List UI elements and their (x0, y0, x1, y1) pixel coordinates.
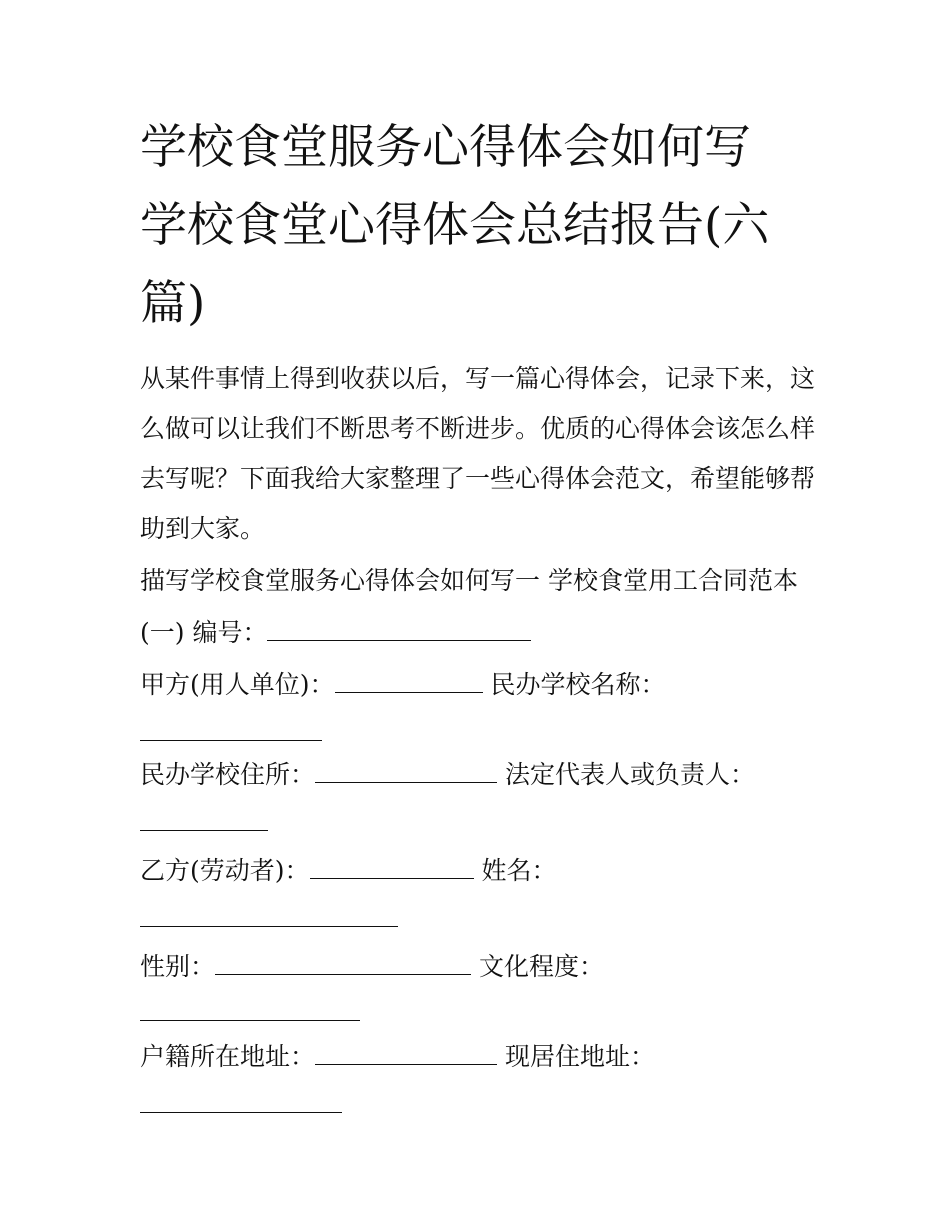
gender-blank (215, 954, 471, 975)
intro-line-1: 从某件事情上得到收获以后，写一篇心得体会，记录下来，这 (140, 364, 816, 393)
education-blank (140, 1000, 360, 1021)
legal-rep-continued (140, 806, 820, 840)
residence-label: 现居住地址： (504, 1042, 655, 1071)
party-b-blank (310, 858, 474, 879)
education-continued (140, 996, 820, 1030)
intro-line-3: 去写呢？下面我给大家整理了一些心得体会范文，希望能够帮 (140, 464, 816, 493)
education-label: 文化程度： (478, 952, 604, 981)
number-field (140, 616, 820, 650)
legal-rep-blank (140, 810, 268, 831)
school-name-continued (140, 716, 820, 750)
household-label: 户籍所在地址： (140, 1042, 316, 1071)
name-continued (140, 902, 820, 936)
school-address-label: 民办学校住所： (140, 760, 316, 789)
residence-continued (140, 1088, 820, 1122)
number-blank (267, 620, 531, 641)
title-line-1: 学校食堂服务心得体会如何写 (140, 120, 751, 175)
gender-label: 性别： (140, 952, 216, 981)
section-heading: 描写学校食堂服务心得体会如何写一 学校食堂用工合同范本 (140, 566, 798, 595)
party-b-field (140, 854, 820, 888)
title-line-2: 学校食堂心得体会总结报告(六 (140, 198, 770, 253)
school-name-label: 民办学校名称： (490, 670, 666, 699)
school-address-field (140, 758, 820, 792)
party-b-label: 乙方(劳动者)： (140, 856, 310, 885)
number-label: (一) 编号： (140, 618, 268, 647)
legal-rep-label: 法定代表人或负责人： (504, 760, 755, 789)
intro-line-2: 么做可以让我们不断思考不断进步。优质的心得体会该怎么样 (140, 414, 816, 443)
school-address-blank (315, 762, 497, 783)
residence-blank (140, 1092, 342, 1113)
name-label: 姓名： (481, 856, 557, 885)
party-a-label: 甲方(用人单位)： (140, 670, 335, 699)
school-name-blank (140, 720, 322, 741)
party-a-blank (335, 672, 483, 693)
gender-field (140, 950, 820, 984)
title-line-3: 篇) (140, 276, 206, 331)
name-blank (140, 906, 398, 927)
party-a-field (140, 668, 820, 702)
household-field (140, 1040, 820, 1074)
household-blank (315, 1044, 497, 1065)
intro-line-4: 助到大家。 (140, 514, 266, 543)
